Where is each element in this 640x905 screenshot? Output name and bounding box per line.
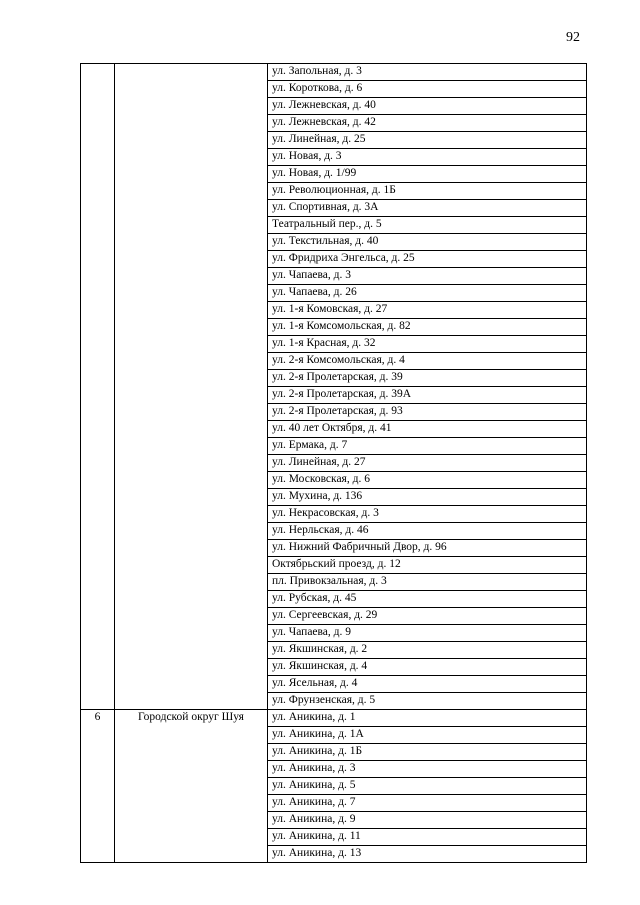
address-cell: ул. Аникина, д. 1Б bbox=[268, 744, 587, 761]
address-cell: ул. Некрасовская, д. 3 bbox=[268, 506, 587, 523]
address-cell: ул. Чапаева, д. 3 bbox=[268, 268, 587, 285]
address-cell: ул. Лежневская, д. 40 bbox=[268, 98, 587, 115]
address-cell: Октябрьский проезд, д. 12 bbox=[268, 557, 587, 574]
address-cell: ул. Аникина, д. 11 bbox=[268, 829, 587, 846]
address-cell: ул. 1-я Комовская, д. 27 bbox=[268, 302, 587, 319]
address-cell: ул. Аникина, д. 9 bbox=[268, 812, 587, 829]
address-cell: ул. Новая, д. 1/99 bbox=[268, 166, 587, 183]
table-row bbox=[81, 710, 587, 727]
address-cell: ул. Московская, д. 6 bbox=[268, 472, 587, 489]
address-cell: ул. Мухина, д. 136 bbox=[268, 489, 587, 506]
address-cell: ул. Якшинская, д. 4 bbox=[268, 659, 587, 676]
table-row bbox=[81, 64, 587, 81]
address-cell: ул. 2-я Пролетарская, д. 39 bbox=[268, 370, 587, 387]
address-cell: ул. Фридриха Энгельса, д. 25 bbox=[268, 251, 587, 268]
address-cell: ул. Короткова, д. 6 bbox=[268, 81, 587, 98]
address-cell: ул. Рубская, д. 45 bbox=[268, 591, 587, 608]
address-cell: ул. 40 лет Октября, д. 41 bbox=[268, 421, 587, 438]
row-number-cell bbox=[81, 64, 115, 710]
address-cell: ул. Ермака, д. 7 bbox=[268, 438, 587, 455]
page-number: 92 bbox=[566, 30, 580, 45]
address-cell: ул. Сергеевская, д. 29 bbox=[268, 608, 587, 625]
address-cell: ул. Аникина, д. 7 bbox=[268, 795, 587, 812]
address-cell: ул. Аникина, д. 13 bbox=[268, 846, 587, 863]
address-cell: ул. Нерльская, д. 46 bbox=[268, 523, 587, 540]
address-cell: ул. Текстильная, д. 40 bbox=[268, 234, 587, 251]
address-cell: ул. Аникина, д. 1 bbox=[268, 710, 587, 727]
address-cell: ул. Запольная, д. 3 bbox=[268, 64, 587, 81]
address-table bbox=[80, 63, 587, 863]
address-cell: ул. Новая, д. 3 bbox=[268, 149, 587, 166]
address-cell: ул. Аникина, д. 1А bbox=[268, 727, 587, 744]
address-cell: пл. Привокзальная, д. 3 bbox=[268, 574, 587, 591]
address-cell: ул. Фрунзенская, д. 5 bbox=[268, 693, 587, 710]
address-cell: Театральный пер., д. 5 bbox=[268, 217, 587, 234]
address-cell: ул. Аникина, д. 3 bbox=[268, 761, 587, 778]
address-cell: ул. 1-я Красная, д. 32 bbox=[268, 336, 587, 353]
address-cell: ул. 2-я Комсомольская, д. 4 bbox=[268, 353, 587, 370]
address-cell: ул. Чапаева, д. 9 bbox=[268, 625, 587, 642]
row-number-cell: 6 bbox=[81, 710, 115, 863]
address-cell: ул. 2-я Пролетарская, д. 39А bbox=[268, 387, 587, 404]
address-cell: ул. Якшинская, д. 2 bbox=[268, 642, 587, 659]
address-cell: ул. 1-я Комсомольская, д. 82 bbox=[268, 319, 587, 336]
address-cell: ул. Аникина, д. 5 bbox=[268, 778, 587, 795]
address-cell: ул. Чапаева, д. 26 bbox=[268, 285, 587, 302]
address-cell: ул. Нижний Фабричный Двор, д. 96 bbox=[268, 540, 587, 557]
address-cell: ул. Спортивная, д. 3А bbox=[268, 200, 587, 217]
address-cell: ул. Лежневская, д. 42 bbox=[268, 115, 587, 132]
address-table-body bbox=[81, 64, 587, 863]
address-cell: ул. Линейная, д. 27 bbox=[268, 455, 587, 472]
district-cell: Городской округ Шуя bbox=[115, 710, 268, 863]
address-cell: ул. Линейная, д. 25 bbox=[268, 132, 587, 149]
address-cell: ул. Ясельная, д. 4 bbox=[268, 676, 587, 693]
address-cell: ул. 2-я Пролетарская, д. 93 bbox=[268, 404, 587, 421]
address-cell: ул. Революционная, д. 1Б bbox=[268, 183, 587, 200]
district-cell bbox=[115, 64, 268, 710]
